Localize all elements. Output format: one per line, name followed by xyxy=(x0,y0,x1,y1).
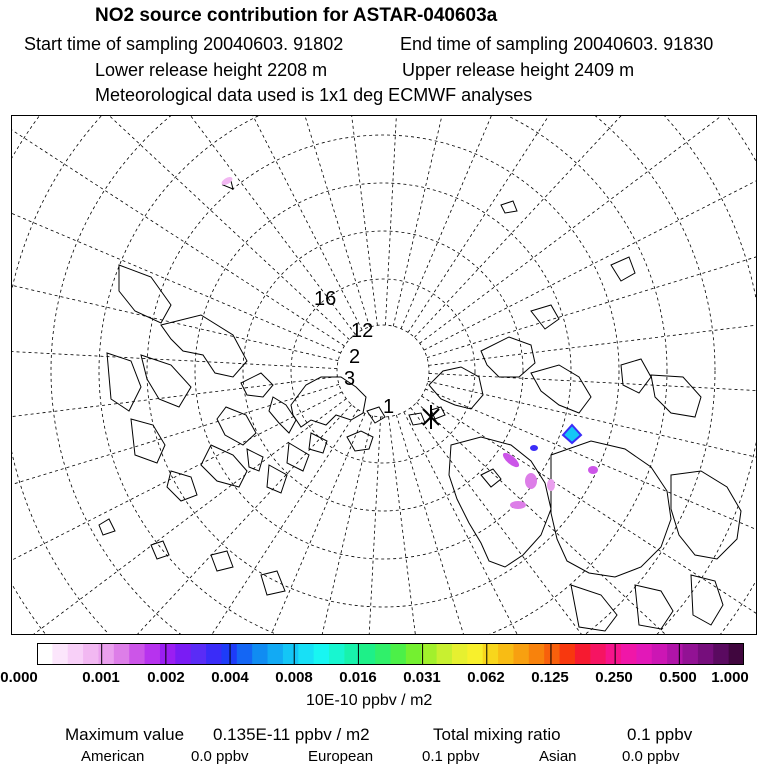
colorbar-swatch xyxy=(375,643,391,665)
colorbar-swatch xyxy=(237,643,253,665)
colorbar-swatch xyxy=(268,643,284,665)
asian-label: Asian xyxy=(539,748,577,765)
map-label: 1 xyxy=(383,396,395,418)
american-label: American xyxy=(81,748,145,765)
colorbar-tick-label: 0.062 xyxy=(467,669,505,686)
colorbar-tick-label: 1.000 xyxy=(711,669,749,686)
start-time: Start time of sampling 20040603. 91802 xyxy=(24,34,344,54)
colorbar-swatch xyxy=(683,643,699,665)
colorbar-unit: 10E-10 ppbv / m2 xyxy=(306,692,433,709)
colorbar-tick-label: 0.031 xyxy=(403,669,441,686)
european-label: European xyxy=(308,748,374,765)
colorbar-swatch xyxy=(160,643,176,665)
colorbar-swatch xyxy=(98,643,114,665)
colorbar-tick-label: 0.016 xyxy=(339,669,377,686)
colorbar-swatch xyxy=(713,643,729,665)
colorbar-swatch xyxy=(498,643,514,665)
american-value: 0.0 ppbv xyxy=(191,748,249,765)
colorbar-swatch xyxy=(206,643,222,665)
colorbar-swatch xyxy=(406,643,422,665)
max-value-label: Maximum value xyxy=(65,725,185,744)
map-label: 16 xyxy=(314,288,337,310)
colorbar-tick-label: 0.004 xyxy=(211,669,249,686)
colorbar-swatch xyxy=(575,643,591,665)
colorbar-swatch xyxy=(560,643,576,665)
end-time: End time of sampling 20040603. 91830 xyxy=(400,34,714,54)
lower-release-height: Lower release height 2208 m xyxy=(95,60,328,80)
colorbar-swatch xyxy=(421,643,437,665)
asian-value: 0.0 ppbv xyxy=(622,748,680,765)
map-label: 2 xyxy=(349,346,361,368)
colorbar-swatch xyxy=(513,643,529,665)
colorbar-swatch xyxy=(729,643,744,665)
colorbar-swatch xyxy=(314,643,330,665)
colorbar-swatch xyxy=(621,643,637,665)
colorbar-tick-label: 0.002 xyxy=(147,669,185,686)
meteorological-data: Meteorological data used is 1x1 deg ECMWF analyses xyxy=(95,85,533,105)
colorbar-swatch xyxy=(636,643,652,665)
colorbar-swatch xyxy=(544,643,560,665)
colorbar-tick-label: 0.125 xyxy=(531,669,569,686)
map-frame xyxy=(12,116,757,635)
colorbar-swatch xyxy=(68,643,84,665)
colorbar-swatch xyxy=(437,643,453,665)
upper-release-height: Upper release height 2409 m xyxy=(402,60,635,80)
colorbar-tick-label: 0.008 xyxy=(275,669,313,686)
colorbar-swatch xyxy=(698,643,714,665)
colorbar-swatch xyxy=(175,643,191,665)
colorbar-swatch xyxy=(467,643,483,665)
colorbar-swatch xyxy=(298,643,314,665)
european-value: 0.1 ppbv xyxy=(422,748,480,765)
max-value: 0.135E-11 ppbv / m2 xyxy=(213,725,370,744)
colorbar-swatch xyxy=(590,643,606,665)
colorbar-swatch xyxy=(283,643,299,665)
polar-map xyxy=(11,115,757,635)
total-mixing-ratio-value: 0.1 ppbv xyxy=(627,725,693,744)
plot-title: NO2 source contribution for ASTAR-040603a xyxy=(95,5,498,26)
colorbar-swatch xyxy=(360,643,376,665)
total-mixing-ratio-label: Total mixing ratio xyxy=(433,725,561,744)
colorbar-swatch xyxy=(83,643,99,665)
colorbar-swatch xyxy=(452,643,468,665)
colorbar-swatch xyxy=(191,643,207,665)
colorbar-swatch xyxy=(37,643,53,665)
colorbar-swatch xyxy=(329,643,345,665)
colorbar-tick-label: 0.250 xyxy=(595,669,633,686)
colorbar-swatch xyxy=(114,643,130,665)
colorbar-swatch xyxy=(129,643,145,665)
colorbar-swatch xyxy=(606,643,622,665)
colorbar-swatch xyxy=(652,643,668,665)
colorbar-swatch xyxy=(145,643,161,665)
colorbar-swatch xyxy=(667,643,683,665)
colorbar-swatch xyxy=(391,643,407,665)
colorbar xyxy=(37,643,744,665)
colorbar-swatch xyxy=(483,643,499,665)
map-label: 3 xyxy=(344,368,356,390)
map-label: 12 xyxy=(351,320,374,342)
colorbar-tick-label: 0.000 xyxy=(0,669,38,686)
colorbar-swatch xyxy=(252,643,268,665)
colorbar-swatch xyxy=(221,643,237,665)
colorbar-tick-label: 0.500 xyxy=(659,669,697,686)
colorbar-swatch xyxy=(52,643,68,665)
colorbar-swatch xyxy=(529,643,545,665)
colorbar-tick-label: 0.001 xyxy=(82,669,120,686)
